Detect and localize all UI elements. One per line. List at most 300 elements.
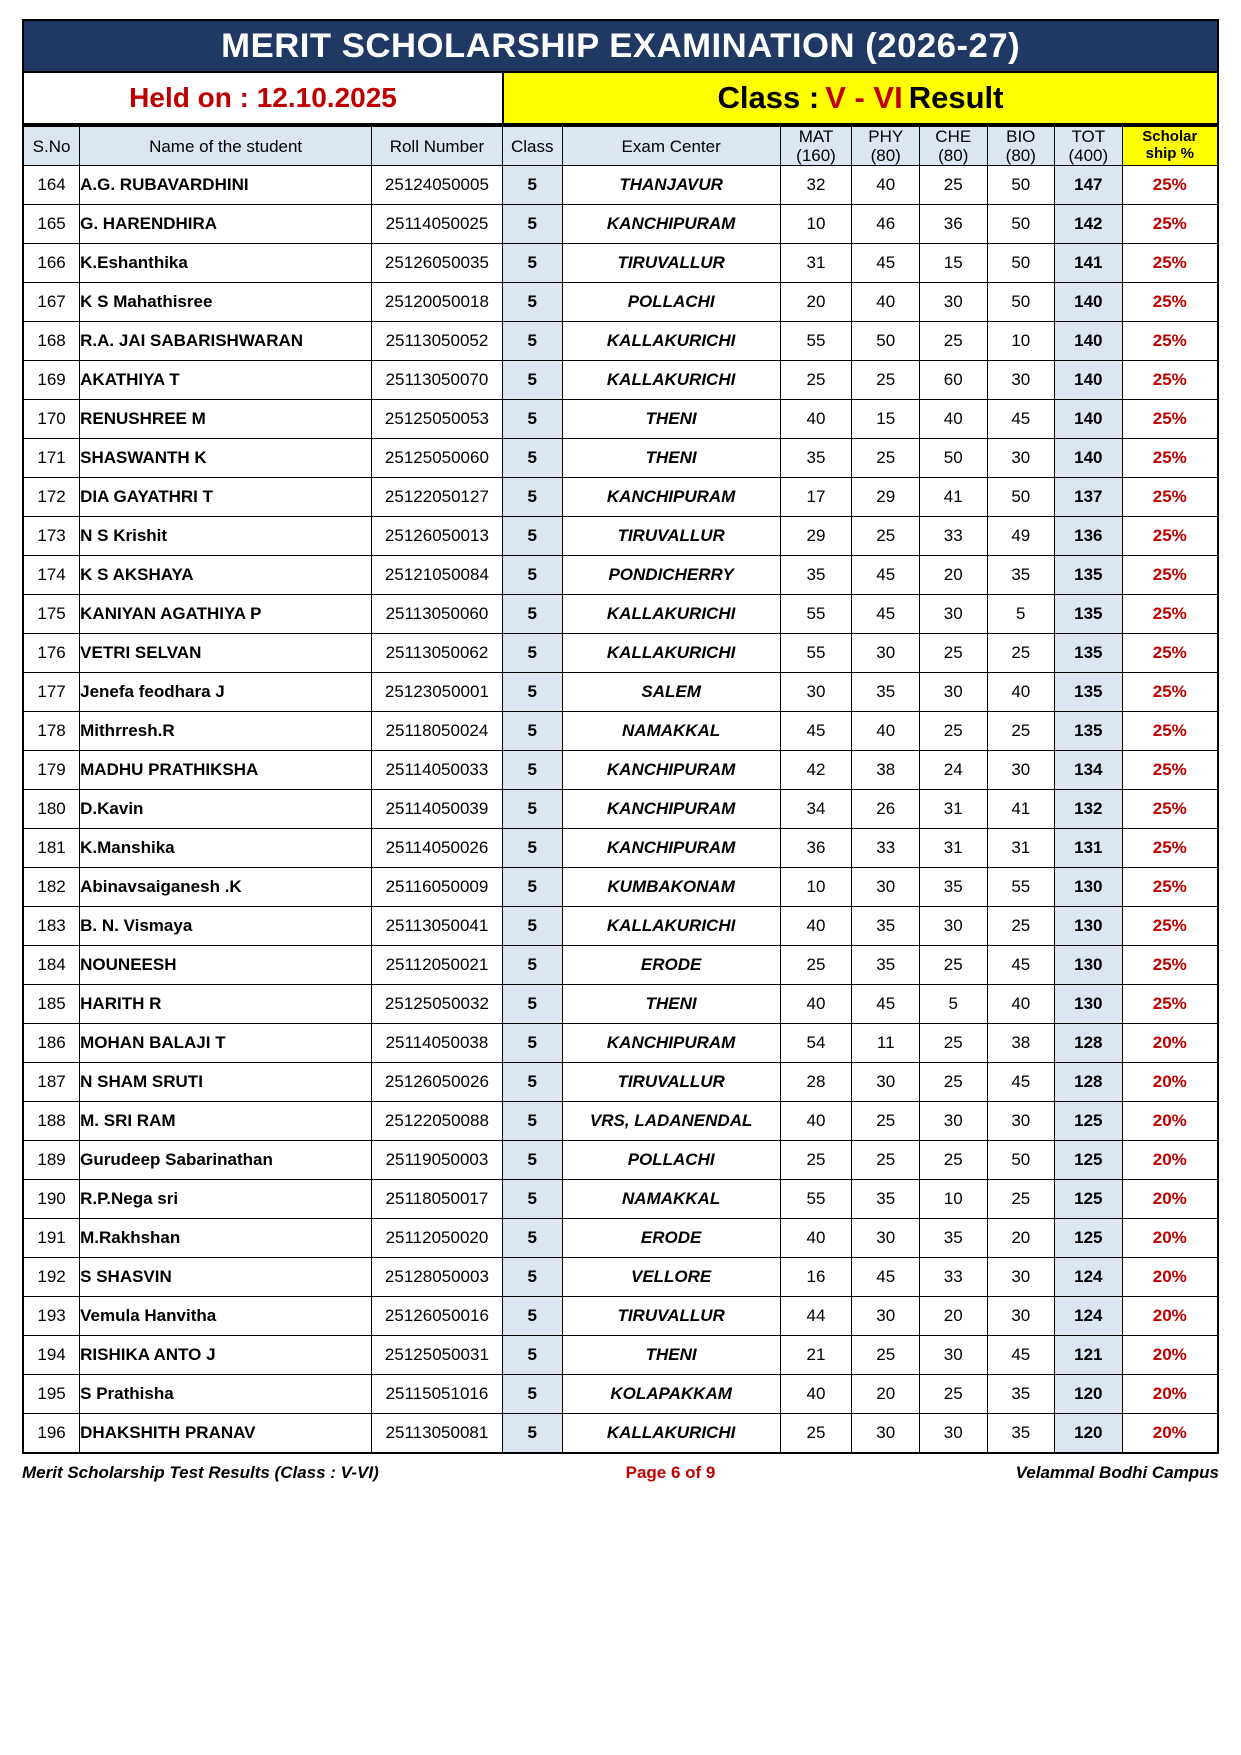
cell-bio: 45 (987, 1063, 1055, 1102)
cell-class: 5 (502, 439, 562, 478)
cell-bio: 30 (987, 1102, 1055, 1141)
cell-exam-center: NAMAKKAL (562, 712, 780, 751)
cell-student-name: NOUNEESH (80, 946, 372, 985)
cell-student-name: R.P.Nega sri (80, 1180, 372, 1219)
cell-che: 25 (919, 712, 987, 751)
col-header-phy-label: PHY (868, 127, 904, 146)
cell-bio: 50 (987, 244, 1055, 283)
cell-mat: 40 (780, 1375, 852, 1414)
cell-exam-center: THENI (562, 400, 780, 439)
cell-phy: 45 (852, 244, 920, 283)
cell-che: 36 (919, 205, 987, 244)
cell-roll-number: 25120050018 (372, 283, 503, 322)
cell-total: 125 (1055, 1102, 1123, 1141)
cell-sno: 187 (23, 1063, 80, 1102)
cell-student-name: R.A. JAI SABARISHWARAN (80, 322, 372, 361)
cell-roll-number: 25114050025 (372, 205, 503, 244)
cell-bio: 30 (987, 361, 1055, 400)
cell-phy: 30 (852, 1297, 920, 1336)
cell-mat: 54 (780, 1024, 852, 1063)
cell-roll-number: 25113050081 (372, 1414, 503, 1453)
cell-scholarship: 25% (1122, 790, 1218, 829)
col-header-sno: S.No (23, 126, 80, 166)
cell-student-name: N S Krishit (80, 517, 372, 556)
cell-total: 130 (1055, 907, 1123, 946)
col-header-tot (1055, 126, 1123, 166)
table-row (23, 556, 1218, 595)
cell-class: 5 (502, 166, 562, 205)
cell-roll-number: 25113050060 (372, 595, 503, 634)
cell-sno: 193 (23, 1297, 80, 1336)
cell-scholarship: 25% (1122, 946, 1218, 985)
class-result-cell (504, 73, 1217, 123)
cell-roll-number: 25125050032 (372, 985, 503, 1024)
cell-class: 5 (502, 868, 562, 907)
col-header-scholarship-line1: Scholar (1142, 128, 1198, 146)
cell-student-name: S SHASVIN (80, 1258, 372, 1297)
cell-roll-number: 25122050127 (372, 478, 503, 517)
table-row (23, 439, 1218, 478)
cell-class: 5 (502, 1375, 562, 1414)
result-word: Result (908, 80, 1004, 115)
cell-student-name: K S AKSHAYA (80, 556, 372, 595)
cell-student-name: Mithrresh.R (80, 712, 372, 751)
cell-mat: 31 (780, 244, 852, 283)
cell-sno: 188 (23, 1102, 80, 1141)
cell-bio: 30 (987, 1258, 1055, 1297)
cell-sno: 186 (23, 1024, 80, 1063)
table-row (23, 400, 1218, 439)
cell-sno: 183 (23, 907, 80, 946)
cell-roll-number: 25126050035 (372, 244, 503, 283)
cell-mat: 55 (780, 634, 852, 673)
table-row (23, 1258, 1218, 1297)
cell-phy: 45 (852, 985, 920, 1024)
cell-student-name: D.Kavin (80, 790, 372, 829)
cell-student-name: Abinavsaiganesh .K (80, 868, 372, 907)
cell-scholarship: 25% (1122, 517, 1218, 556)
class-result-text (718, 80, 1004, 116)
cell-exam-center: TIRUVALLUR (562, 1063, 780, 1102)
cell-student-name: K.Manshika (80, 829, 372, 868)
cell-exam-center: POLLACHI (562, 283, 780, 322)
cell-che: 24 (919, 751, 987, 790)
cell-sno: 177 (23, 673, 80, 712)
cell-phy: 40 (852, 712, 920, 751)
cell-scholarship: 25% (1122, 751, 1218, 790)
table-row (23, 673, 1218, 712)
cell-scholarship: 25% (1122, 556, 1218, 595)
cell-scholarship: 25% (1122, 361, 1218, 400)
cell-mat: 16 (780, 1258, 852, 1297)
cell-exam-center: KANCHIPURAM (562, 790, 780, 829)
cell-roll-number: 25114050026 (372, 829, 503, 868)
cell-student-name: N SHAM SRUTI (80, 1063, 372, 1102)
cell-bio: 20 (987, 1219, 1055, 1258)
cell-class: 5 (502, 322, 562, 361)
cell-mat: 35 (780, 439, 852, 478)
cell-phy: 45 (852, 556, 920, 595)
cell-sno: 195 (23, 1375, 80, 1414)
col-header-scholarship-line2: ship % (1145, 145, 1194, 163)
cell-scholarship: 25% (1122, 166, 1218, 205)
cell-total: 142 (1055, 205, 1123, 244)
cell-roll-number: 25113050062 (372, 634, 503, 673)
cell-phy: 40 (852, 166, 920, 205)
cell-sno: 196 (23, 1414, 80, 1453)
cell-sno: 170 (23, 400, 80, 439)
table-row (23, 985, 1218, 1024)
cell-phy: 26 (852, 790, 920, 829)
cell-mat: 40 (780, 1102, 852, 1141)
cell-total: 147 (1055, 166, 1123, 205)
cell-bio: 41 (987, 790, 1055, 829)
cell-total: 128 (1055, 1024, 1123, 1063)
table-row (23, 712, 1218, 751)
table-row (23, 790, 1218, 829)
cell-exam-center: THENI (562, 1336, 780, 1375)
cell-sno: 179 (23, 751, 80, 790)
cell-scholarship: 20% (1122, 1375, 1218, 1414)
cell-sno: 166 (23, 244, 80, 283)
cell-roll-number: 25125050060 (372, 439, 503, 478)
table-row (23, 1024, 1218, 1063)
cell-sno: 169 (23, 361, 80, 400)
cell-phy: 25 (852, 1141, 920, 1180)
cell-class: 5 (502, 478, 562, 517)
cell-class: 5 (502, 1180, 562, 1219)
table-row (23, 1375, 1218, 1414)
cell-class: 5 (502, 829, 562, 868)
cell-exam-center: THENI (562, 985, 780, 1024)
cell-che: 31 (919, 790, 987, 829)
cell-che: 10 (919, 1180, 987, 1219)
col-header-center: Exam Center (562, 126, 780, 166)
cell-roll-number: 25124050005 (372, 166, 503, 205)
cell-total: 134 (1055, 751, 1123, 790)
table-header (23, 126, 1218, 166)
cell-bio: 40 (987, 673, 1055, 712)
cell-bio: 45 (987, 946, 1055, 985)
cell-scholarship: 25% (1122, 829, 1218, 868)
cell-sno: 172 (23, 478, 80, 517)
cell-che: 20 (919, 1297, 987, 1336)
cell-bio: 40 (987, 985, 1055, 1024)
cell-bio: 35 (987, 556, 1055, 595)
cell-roll-number: 25125050053 (372, 400, 503, 439)
cell-phy: 35 (852, 946, 920, 985)
cell-class: 5 (502, 946, 562, 985)
cell-student-name: M. SRI RAM (80, 1102, 372, 1141)
cell-class: 5 (502, 1258, 562, 1297)
cell-che: 25 (919, 166, 987, 205)
cell-scholarship: 25% (1122, 712, 1218, 751)
cell-class: 5 (502, 1336, 562, 1375)
cell-scholarship: 25% (1122, 439, 1218, 478)
table-row (23, 751, 1218, 790)
cell-che: 25 (919, 1063, 987, 1102)
cell-phy: 50 (852, 322, 920, 361)
cell-total: 135 (1055, 634, 1123, 673)
col-header-scholarship (1122, 126, 1218, 166)
cell-bio: 30 (987, 439, 1055, 478)
cell-sno: 168 (23, 322, 80, 361)
cell-mat: 40 (780, 400, 852, 439)
cell-sno: 191 (23, 1219, 80, 1258)
cell-roll-number: 25126050016 (372, 1297, 503, 1336)
cell-mat: 44 (780, 1297, 852, 1336)
cell-student-name: S Prathisha (80, 1375, 372, 1414)
cell-che: 25 (919, 946, 987, 985)
cell-exam-center: KANCHIPURAM (562, 205, 780, 244)
cell-class: 5 (502, 361, 562, 400)
cell-roll-number: 25116050009 (372, 868, 503, 907)
cell-che: 30 (919, 907, 987, 946)
cell-student-name: K S Mahathisree (80, 283, 372, 322)
cell-mat: 29 (780, 517, 852, 556)
cell-che: 25 (919, 1141, 987, 1180)
cell-class: 5 (502, 1414, 562, 1453)
table-row (23, 634, 1218, 673)
cell-class: 5 (502, 1063, 562, 1102)
cell-bio: 50 (987, 478, 1055, 517)
table-row (23, 946, 1218, 985)
cell-roll-number: 25113050041 (372, 907, 503, 946)
col-header-mat-max: (160) (796, 146, 836, 166)
cell-roll-number: 25119050003 (372, 1141, 503, 1180)
cell-exam-center: PONDICHERRY (562, 556, 780, 595)
cell-scholarship: 25% (1122, 634, 1218, 673)
cell-sno: 192 (23, 1258, 80, 1297)
cell-student-name: A.G. RUBAVARDHINI (80, 166, 372, 205)
cell-scholarship: 20% (1122, 1063, 1218, 1102)
cell-mat: 35 (780, 556, 852, 595)
cell-class: 5 (502, 673, 562, 712)
cell-roll-number: 25113050070 (372, 361, 503, 400)
col-header-bio-label: BIO (1006, 127, 1036, 146)
cell-total: 135 (1055, 595, 1123, 634)
cell-total: 140 (1055, 400, 1123, 439)
table-row (23, 244, 1218, 283)
cell-bio: 50 (987, 166, 1055, 205)
cell-total: 130 (1055, 946, 1123, 985)
cell-student-name: M.Rakhshan (80, 1219, 372, 1258)
cell-che: 35 (919, 1219, 987, 1258)
cell-phy: 29 (852, 478, 920, 517)
cell-mat: 55 (780, 322, 852, 361)
cell-sno: 180 (23, 790, 80, 829)
cell-che: 25 (919, 1375, 987, 1414)
header-row (23, 126, 1218, 166)
cell-exam-center: VRS, LADANENDAL (562, 1102, 780, 1141)
col-header-che-max: (80) (938, 146, 969, 166)
cell-roll-number: 25114050038 (372, 1024, 503, 1063)
col-header-che (919, 126, 987, 166)
cell-mat: 10 (780, 205, 852, 244)
cell-total: 130 (1055, 985, 1123, 1024)
cell-class: 5 (502, 1141, 562, 1180)
cell-phy: 25 (852, 1336, 920, 1375)
table-row (23, 166, 1218, 205)
cell-total: 131 (1055, 829, 1123, 868)
class-label: Class : (717, 80, 820, 115)
cell-mat: 21 (780, 1336, 852, 1375)
cell-exam-center: KANCHIPURAM (562, 829, 780, 868)
cell-scholarship: 25% (1122, 907, 1218, 946)
cell-phy: 25 (852, 439, 920, 478)
cell-sno: 184 (23, 946, 80, 985)
cell-class: 5 (502, 400, 562, 439)
cell-che: 60 (919, 361, 987, 400)
cell-total: 128 (1055, 1063, 1123, 1102)
cell-roll-number: 25115051016 (372, 1375, 503, 1414)
cell-sno: 178 (23, 712, 80, 751)
cell-total: 120 (1055, 1414, 1123, 1453)
cell-total: 125 (1055, 1141, 1123, 1180)
cell-exam-center: KALLAKURICHI (562, 634, 780, 673)
cell-exam-center: TIRUVALLUR (562, 517, 780, 556)
cell-sno: 165 (23, 205, 80, 244)
cell-bio: 30 (987, 1297, 1055, 1336)
cell-total: 121 (1055, 1336, 1123, 1375)
subheader-bar (22, 73, 1219, 125)
col-header-bio (987, 126, 1055, 166)
cell-phy: 20 (852, 1375, 920, 1414)
table-row (23, 1297, 1218, 1336)
cell-bio: 25 (987, 634, 1055, 673)
cell-mat: 28 (780, 1063, 852, 1102)
cell-sno: 174 (23, 556, 80, 595)
cell-phy: 45 (852, 595, 920, 634)
table-row (23, 1336, 1218, 1375)
cell-phy: 45 (852, 1258, 920, 1297)
cell-che: 25 (919, 322, 987, 361)
cell-phy: 11 (852, 1024, 920, 1063)
results-table (22, 125, 1219, 1454)
cell-sno: 164 (23, 166, 80, 205)
cell-total: 140 (1055, 439, 1123, 478)
table-row (23, 517, 1218, 556)
cell-sno: 189 (23, 1141, 80, 1180)
cell-phy: 25 (852, 361, 920, 400)
cell-scholarship: 25% (1122, 478, 1218, 517)
cell-mat: 32 (780, 166, 852, 205)
cell-phy: 46 (852, 205, 920, 244)
cell-student-name: AKATHIYA T (80, 361, 372, 400)
table-row (23, 1141, 1218, 1180)
cell-student-name: K.Eshanthika (80, 244, 372, 283)
cell-total: 135 (1055, 712, 1123, 751)
cell-roll-number: 25128050003 (372, 1258, 503, 1297)
cell-scholarship: 25% (1122, 985, 1218, 1024)
cell-class: 5 (502, 1102, 562, 1141)
cell-student-name: VETRI SELVAN (80, 634, 372, 673)
cell-bio: 25 (987, 1180, 1055, 1219)
cell-total: 141 (1055, 244, 1123, 283)
table-row (23, 478, 1218, 517)
cell-total: 135 (1055, 556, 1123, 595)
exam-banner (22, 19, 1219, 73)
cell-che: 15 (919, 244, 987, 283)
cell-mat: 40 (780, 1219, 852, 1258)
col-header-tot-max: (400) (1068, 146, 1109, 166)
cell-phy: 35 (852, 1180, 920, 1219)
cell-sno: 176 (23, 634, 80, 673)
cell-total: 136 (1055, 517, 1123, 556)
cell-sno: 182 (23, 868, 80, 907)
cell-bio: 31 (987, 829, 1055, 868)
cell-che: 30 (919, 673, 987, 712)
col-header-phy-max: (80) (870, 146, 901, 166)
col-header-phy (852, 126, 920, 166)
cell-bio: 35 (987, 1414, 1055, 1453)
cell-bio: 49 (987, 517, 1055, 556)
cell-class: 5 (502, 1219, 562, 1258)
cell-che: 35 (919, 868, 987, 907)
cell-mat: 55 (780, 595, 852, 634)
cell-total: 140 (1055, 361, 1123, 400)
footer-doc-title: Merit Scholarship Test Results (Class : V-VI) (22, 1462, 379, 1482)
cell-mat: 25 (780, 361, 852, 400)
cell-total: 140 (1055, 322, 1123, 361)
cell-roll-number: 25121050084 (372, 556, 503, 595)
cell-mat: 55 (780, 1180, 852, 1219)
cell-mat: 40 (780, 907, 852, 946)
cell-sno: 167 (23, 283, 80, 322)
col-header-mat-label: MAT (798, 127, 834, 146)
cell-mat: 25 (780, 1414, 852, 1453)
cell-exam-center: THENI (562, 439, 780, 478)
cell-bio: 10 (987, 322, 1055, 361)
held-on-cell (24, 73, 504, 123)
cell-phy: 30 (852, 1219, 920, 1258)
cell-student-name: Jenefa feodhara J (80, 673, 372, 712)
cell-exam-center: KANCHIPURAM (562, 478, 780, 517)
cell-phy: 30 (852, 1063, 920, 1102)
cell-total: 125 (1055, 1180, 1123, 1219)
cell-mat: 25 (780, 946, 852, 985)
cell-scholarship: 20% (1122, 1219, 1218, 1258)
cell-exam-center: KANCHIPURAM (562, 751, 780, 790)
cell-exam-center: TIRUVALLUR (562, 1297, 780, 1336)
cell-class: 5 (502, 790, 562, 829)
cell-phy: 30 (852, 868, 920, 907)
cell-scholarship: 20% (1122, 1141, 1218, 1180)
col-header-che-label: CHE (935, 127, 972, 146)
cell-total: 124 (1055, 1297, 1123, 1336)
cell-phy: 38 (852, 751, 920, 790)
cell-student-name: DIA GAYATHRI T (80, 478, 372, 517)
cell-total: 125 (1055, 1219, 1123, 1258)
cell-che: 41 (919, 478, 987, 517)
cell-mat: 42 (780, 751, 852, 790)
cell-student-name: B. N. Vismaya (80, 907, 372, 946)
cell-mat: 20 (780, 283, 852, 322)
cell-mat: 36 (780, 829, 852, 868)
cell-sno: 173 (23, 517, 80, 556)
cell-exam-center: NAMAKKAL (562, 1180, 780, 1219)
table-row (23, 322, 1218, 361)
col-header-class: Class (502, 126, 562, 166)
cell-roll-number: 25114050039 (372, 790, 503, 829)
cell-che: 5 (919, 985, 987, 1024)
cell-exam-center: KALLAKURICHI (562, 1414, 780, 1453)
cell-phy: 30 (852, 634, 920, 673)
cell-class: 5 (502, 712, 562, 751)
table-row (23, 283, 1218, 322)
cell-che: 30 (919, 1336, 987, 1375)
cell-exam-center: ERODE (562, 1219, 780, 1258)
